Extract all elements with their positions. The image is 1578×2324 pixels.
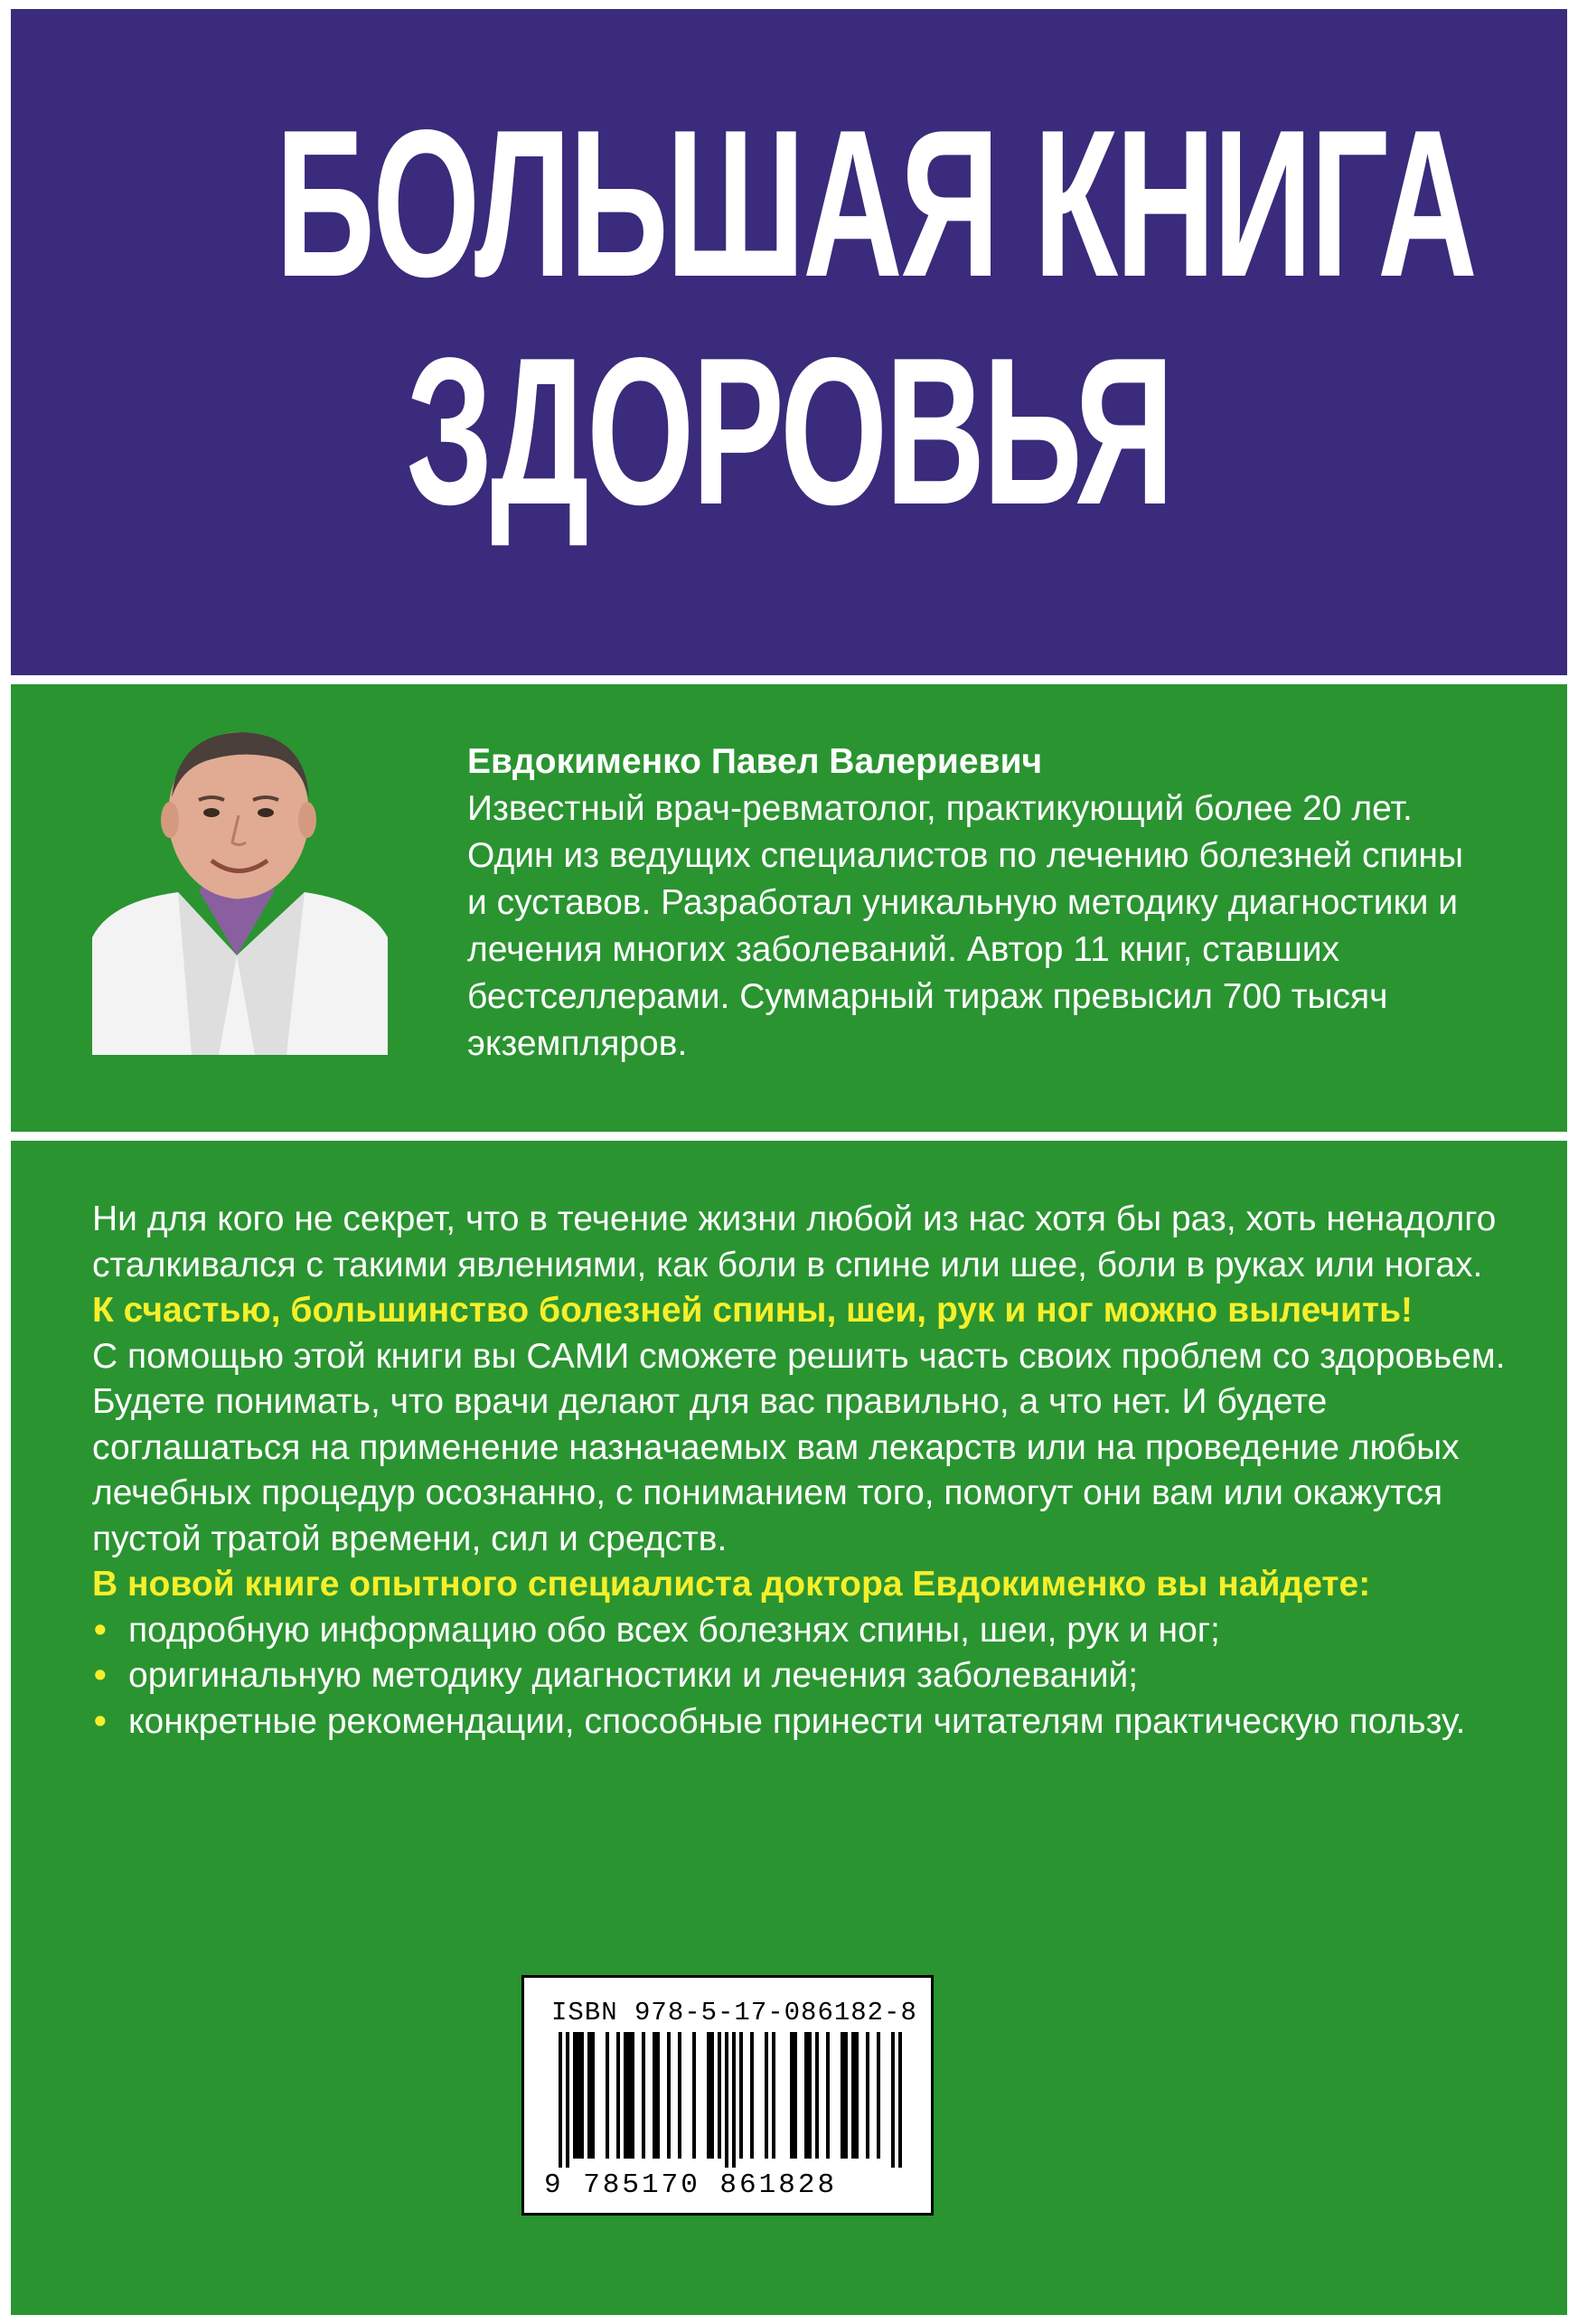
barcode-bar <box>653 2032 656 2159</box>
description-text <box>92 1197 1529 1745</box>
barcode-bar <box>559 2032 562 2168</box>
barcode-bar <box>587 2032 591 2159</box>
barcode-bar <box>808 2032 812 2159</box>
barcode-bar <box>678 2032 681 2159</box>
barcode-bar <box>631 2032 634 2159</box>
barcode-bar <box>851 2032 855 2159</box>
list-item: • оригинальную методику диагностики и лечения заболеваний; <box>92 1653 1529 1699</box>
bullet-icon: • <box>94 1701 107 1741</box>
barcode-bar <box>707 2032 710 2159</box>
book-back-cover <box>11 9 1567 2315</box>
barcode-bar <box>616 2032 620 2159</box>
barcode-bar <box>627 2032 631 2159</box>
barcode-bar <box>844 2032 848 2159</box>
barcode-bar <box>577 2032 580 2159</box>
barcode-bar <box>725 2032 728 2168</box>
barcode-bar <box>606 2032 609 2159</box>
barcode-bar <box>718 2032 721 2159</box>
barcode-bar <box>739 2032 743 2159</box>
barcode-bar <box>667 2032 671 2159</box>
barcode-bar <box>765 2032 768 2159</box>
author-panel <box>11 684 1567 1132</box>
author-photo <box>92 729 388 1055</box>
title-line-2: ЗДОРОВЬЯ <box>406 315 1172 549</box>
feature-list <box>92 1608 1529 1745</box>
isbn-label: ISBN 978-5-17-086182-8 <box>551 1998 917 2028</box>
barcode-bar <box>642 2032 645 2159</box>
barcode-bar <box>815 2032 819 2159</box>
barcode-bar <box>877 2032 880 2159</box>
barcode-bar <box>794 2032 797 2159</box>
barcode-bar <box>656 2032 660 2159</box>
barcode-bar <box>566 2032 569 2168</box>
barcode-bar <box>624 2032 627 2159</box>
highlight-paragraph-2: В новой книге опытного специалиста доктора Евдокименко вы найдете: <box>92 1565 1371 1604</box>
bullet-icon: • <box>94 1610 107 1650</box>
main-paragraph: С помощью этой книги вы САМИ сможете решить часть своих проблем со здоровьем. Будете понимать, что врачи делают для вас правильно, а что нет. И будете соглашаться на применение назначаемых вам лекарств или на проведение любых лечебных процедур осознанно, с пониманием того, помогут они вам или окажутся пустой тратой времени, сил и средств. <box>92 1336 1506 1558</box>
barcode-bar <box>891 2032 895 2168</box>
description-panel <box>11 1141 1567 2315</box>
barcode-bar <box>898 2032 902 2168</box>
bullet-icon: • <box>94 1656 107 1695</box>
barcode-bar <box>692 2032 696 2159</box>
author-name: Евдокименко Павел Валериевич <box>467 742 1043 781</box>
author-info <box>467 739 1489 1068</box>
isbn-barcode <box>521 1975 934 2216</box>
barcode-bar <box>750 2032 754 2159</box>
barcode-bar <box>580 2032 584 2159</box>
barcode-bars <box>549 2032 911 2168</box>
barcode-bar <box>573 2032 577 2159</box>
barcode-bar <box>732 2032 736 2168</box>
barcode-bar <box>591 2032 595 2159</box>
barcode-bar <box>710 2032 714 2159</box>
list-item: • конкретные рекомендации, способные принести читателям практическую пользу. <box>92 1699 1529 1745</box>
barcode-bar <box>790 2032 794 2159</box>
intro-paragraph: Ни для кого не секрет, что в течение жизни любой из нас хотя бы раз, хоть ненадолго сталкивался с такими явлениями, как боли в спине или шее, боли в руках или ногах. <box>92 1200 1497 1284</box>
highlight-paragraph-1: К счастью, большинство болезней спины, шеи, рук и ног можно вылечить! <box>92 1291 1414 1330</box>
barcode-bar <box>826 2032 830 2159</box>
ean-digits: 9 785170 861828 <box>544 2169 838 2201</box>
author-bio: Известный врач-ревматолог, практикующий более 20 лет. Один из ведущих специалистов по лечению болезней спины и суставов. Разработал уникальную методику диагностики и лечения многих заболеваний. Автор 11 книг, ставших бестселлерами. Суммарный тираж превысил 700 тысяч экземпляров. <box>467 789 1463 1063</box>
barcode-bar <box>772 2032 775 2159</box>
barcode-bar <box>866 2032 869 2159</box>
list-item: • подробную информацию обо всех болезнях спины, шеи, рук и ног; <box>92 1608 1529 1654</box>
barcode-bar <box>804 2032 808 2159</box>
title-panel <box>11 9 1567 675</box>
barcode-bar <box>855 2032 859 2159</box>
title-line-1: БОЛЬШАЯ КНИГА <box>275 87 1476 321</box>
barcode-bar <box>841 2032 844 2159</box>
